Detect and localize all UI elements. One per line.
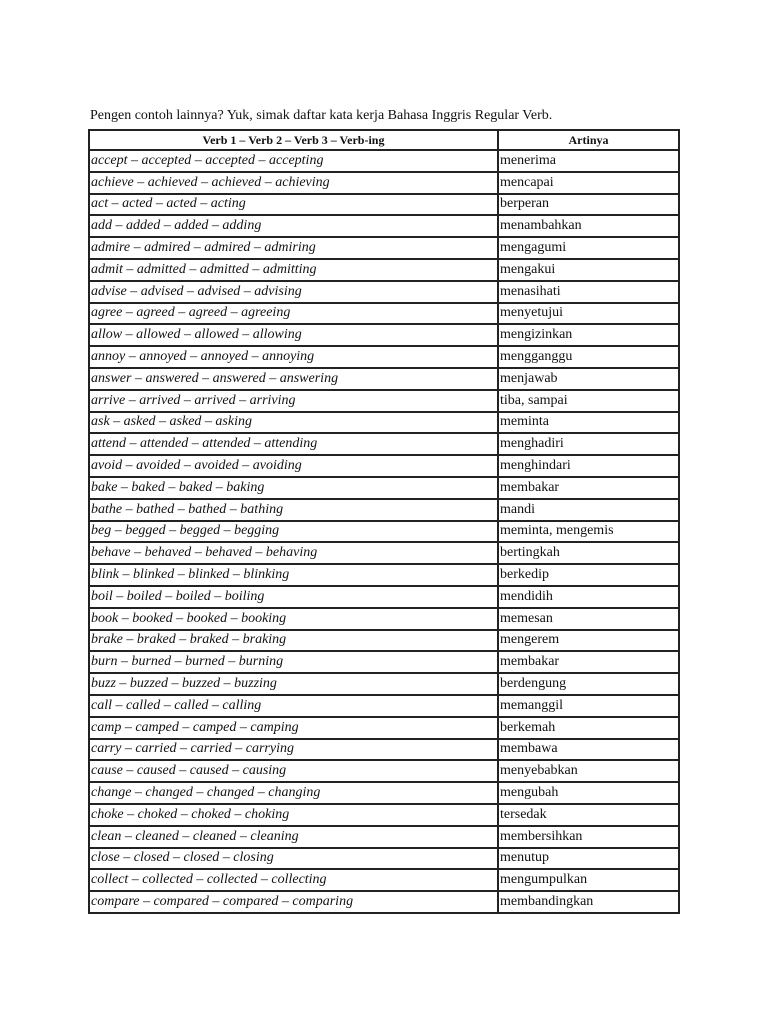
table-row <box>89 586 679 608</box>
table-body <box>89 150 679 913</box>
table-row <box>89 564 679 586</box>
table-row <box>89 673 679 695</box>
verb-forms-cell: carry – carried – carried – carrying <box>89 739 498 761</box>
meaning-cell: menerima <box>498 150 679 172</box>
verb-forms-cell: boil – boiled – boiled – boiling <box>89 586 498 608</box>
verb-forms-cell: annoy – annoyed – annoyed – annoying <box>89 346 498 368</box>
table-row <box>89 695 679 717</box>
meaning-cell: berkemah <box>498 717 679 739</box>
meaning-cell: mengubah <box>498 782 679 804</box>
verb-forms-cell: clean – cleaned – cleaned – cleaning <box>89 826 498 848</box>
meaning-cell: mengizinkan <box>498 324 679 346</box>
table-row <box>89 608 679 630</box>
meaning-cell: menjawab <box>498 368 679 390</box>
table-row <box>89 150 679 172</box>
meaning-cell: berdengung <box>498 673 679 695</box>
meaning-cell: berperan <box>498 194 679 216</box>
verb-forms-cell: bake – baked – baked – baking <box>89 477 498 499</box>
intro-paragraph: Pengen contoh lainnya? Yuk, simak daftar kata kerja Bahasa Inggris Regular Verb. <box>90 108 553 123</box>
meaning-cell: tersedak <box>498 804 679 826</box>
table-row <box>89 303 679 325</box>
verb-forms-cell: call – called – called – calling <box>89 695 498 717</box>
table-row <box>89 324 679 346</box>
meaning-cell: mencapai <box>498 172 679 194</box>
verb-forms-cell: cause – caused – caused – causing <box>89 760 498 782</box>
table-row <box>89 499 679 521</box>
verb-forms-cell: buzz – buzzed – buzzed – buzzing <box>89 673 498 695</box>
table-row <box>89 760 679 782</box>
meaning-cell: menghadiri <box>498 433 679 455</box>
table-row <box>89 237 679 259</box>
meaning-cell: membersihkan <box>498 826 679 848</box>
verb-forms-cell: ask – asked – asked – asking <box>89 412 498 434</box>
table-header-row <box>89 130 679 150</box>
verb-forms-cell: attend – attended – attended – attending <box>89 433 498 455</box>
meaning-cell: meminta, mengemis <box>498 521 679 543</box>
verb-forms-cell: admire – admired – admired – admiring <box>89 237 498 259</box>
table-row <box>89 390 679 412</box>
meaning-cell: menambahkan <box>498 215 679 237</box>
table-row <box>89 782 679 804</box>
table-row <box>89 869 679 891</box>
meaning-cell: menghindari <box>498 455 679 477</box>
verb-forms-cell: arrive – arrived – arrived – arriving <box>89 390 498 412</box>
meaning-cell: membawa <box>498 739 679 761</box>
table-row <box>89 477 679 499</box>
verb-forms-cell: burn – burned – burned – burning <box>89 651 498 673</box>
verb-forms-cell: achieve – achieved – achieved – achieving <box>89 172 498 194</box>
meaning-cell: mengakui <box>498 259 679 281</box>
verb-forms-cell: choke – choked – choked – choking <box>89 804 498 826</box>
table-row <box>89 542 679 564</box>
meaning-cell: menyetujui <box>498 303 679 325</box>
meaning-header: Artinya <box>498 130 679 150</box>
verb-forms-cell: change – changed – changed – changing <box>89 782 498 804</box>
verb-forms-cell: admit – admitted – admitted – admitting <box>89 259 498 281</box>
table-row <box>89 717 679 739</box>
table-row <box>89 172 679 194</box>
verb-forms-cell: agree – agreed – agreed – agreeing <box>89 303 498 325</box>
meaning-cell: tiba, sampai <box>498 390 679 412</box>
table-row <box>89 259 679 281</box>
table-row <box>89 521 679 543</box>
table-row <box>89 739 679 761</box>
verb-forms-cell: close – closed – closed – closing <box>89 848 498 870</box>
verb-forms-cell: collect – collected – collected – collecting <box>89 869 498 891</box>
meaning-cell: membandingkan <box>498 891 679 913</box>
meaning-cell: membakar <box>498 651 679 673</box>
table-row <box>89 368 679 390</box>
meaning-cell: memanggil <box>498 695 679 717</box>
table-row <box>89 194 679 216</box>
verb-forms-cell: act – acted – acted – acting <box>89 194 498 216</box>
verb-forms-cell: answer – answered – answered – answering <box>89 368 498 390</box>
meaning-cell: menutup <box>498 848 679 870</box>
verb-forms-cell: add – added – added – adding <box>89 215 498 237</box>
verb-forms-header: Verb 1 – Verb 2 – Verb 3 – Verb-ing <box>89 130 498 150</box>
table-row <box>89 804 679 826</box>
table-row <box>89 848 679 870</box>
table-row <box>89 281 679 303</box>
verb-forms-cell: camp – camped – camped – camping <box>89 717 498 739</box>
table-row <box>89 412 679 434</box>
verb-forms-cell: brake – braked – braked – braking <box>89 630 498 652</box>
meaning-cell: berkedip <box>498 564 679 586</box>
meaning-cell: menasihati <box>498 281 679 303</box>
meaning-cell: bertingkah <box>498 542 679 564</box>
table-row <box>89 891 679 913</box>
verb-forms-cell: accept – accepted – accepted – accepting <box>89 150 498 172</box>
meaning-cell: meminta <box>498 412 679 434</box>
meaning-cell: mengagumi <box>498 237 679 259</box>
meaning-cell: membakar <box>498 477 679 499</box>
table-row <box>89 651 679 673</box>
meaning-cell: memesan <box>498 608 679 630</box>
meaning-cell: menyebabkan <box>498 760 679 782</box>
regular-verb-table <box>88 129 680 914</box>
meaning-cell: mengganggu <box>498 346 679 368</box>
verb-forms-cell: book – booked – booked – booking <box>89 608 498 630</box>
meaning-cell: mengumpulkan <box>498 869 679 891</box>
table-row <box>89 826 679 848</box>
verb-forms-cell: bathe – bathed – bathed – bathing <box>89 499 498 521</box>
verb-forms-cell: advise – advised – advised – advising <box>89 281 498 303</box>
verb-forms-cell: beg – begged – begged – begging <box>89 521 498 543</box>
meaning-cell: mendidih <box>498 586 679 608</box>
table-row <box>89 433 679 455</box>
table-row <box>89 346 679 368</box>
meaning-cell: mengerem <box>498 630 679 652</box>
verb-forms-cell: avoid – avoided – avoided – avoiding <box>89 455 498 477</box>
table-row <box>89 455 679 477</box>
meaning-cell: mandi <box>498 499 679 521</box>
table-row <box>89 215 679 237</box>
verb-forms-cell: blink – blinked – blinked – blinking <box>89 564 498 586</box>
verb-forms-cell: allow – allowed – allowed – allowing <box>89 324 498 346</box>
verb-forms-cell: compare – compared – compared – comparing <box>89 891 498 913</box>
verb-forms-cell: behave – behaved – behaved – behaving <box>89 542 498 564</box>
table-row <box>89 630 679 652</box>
